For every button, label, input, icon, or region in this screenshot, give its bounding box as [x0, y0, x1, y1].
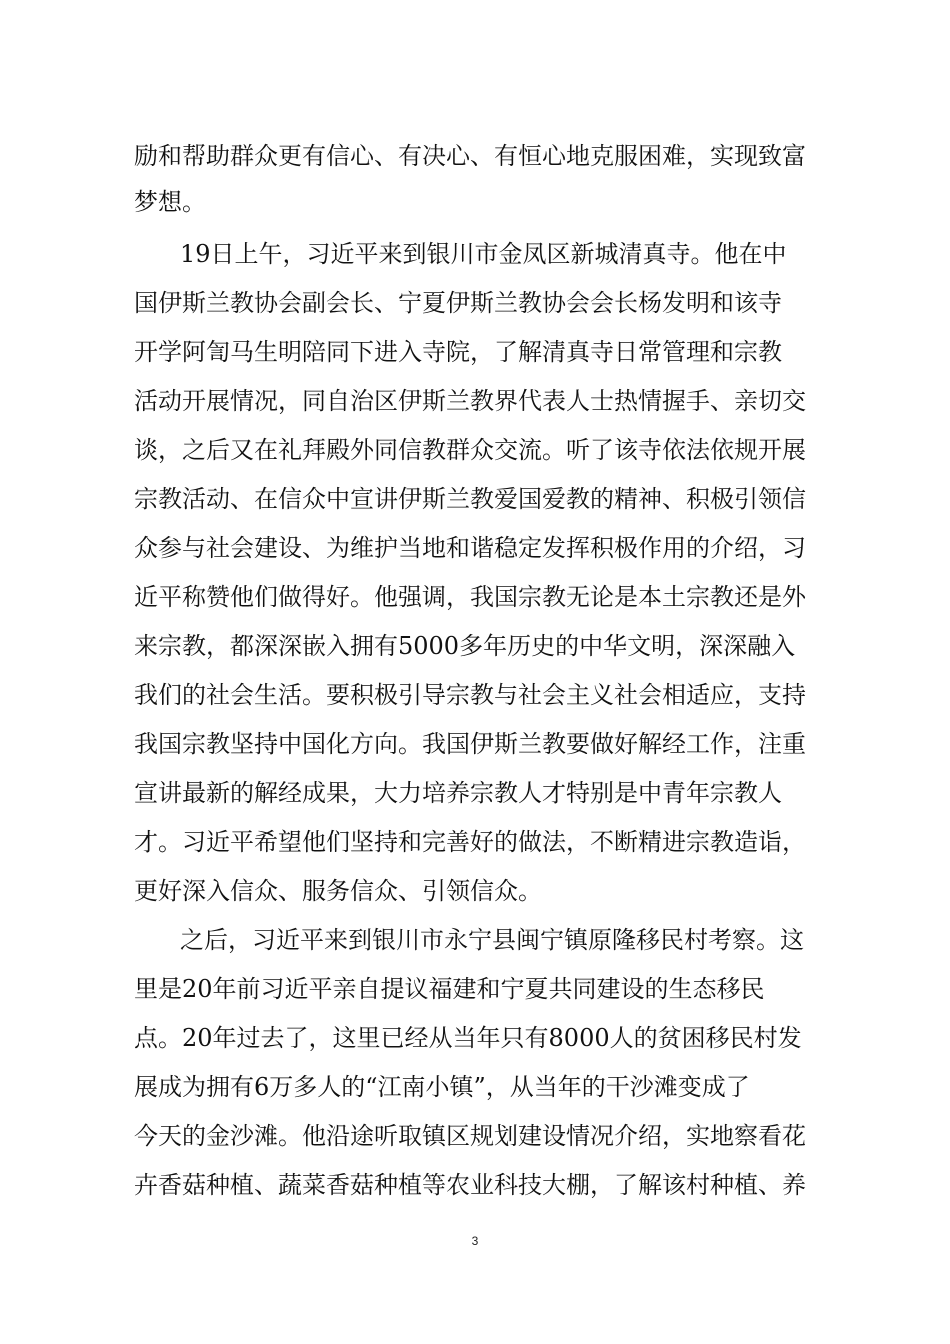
- text-line: 更好深入信众、服务信众、引领信众。: [134, 877, 542, 905]
- text-line: 近平称赞他们做得好。他强调，我国宗教无论是本土宗教还是外: [134, 583, 806, 611]
- text-line: 宗教活动、在信众中宣讲伊斯兰教爱国爱教的精神、积极引领信: [134, 485, 806, 513]
- text-line: 今天的金沙滩。他沿途听取镇区规划建设情况介绍，实地察看花: [134, 1122, 806, 1150]
- text-line: 我们的社会生活。要积极引导宗教与社会主义社会相适应，支持: [134, 681, 806, 709]
- text-line: 我国宗教坚持中国化方向。我国伊斯兰教要做好解经工作，注重: [134, 730, 806, 758]
- text-line: 点。20年过去了，这里已经从当年只有8000人的贫困移民村发: [134, 1024, 802, 1052]
- text-line: 里是20年前习近平亲自提议福建和宁夏共同建设的生态移民: [134, 975, 765, 1003]
- text-line: 才。习近平希望他们坚持和完善好的做法，不断精进宗教造诣，: [134, 828, 806, 856]
- text-line: 励和帮助群众更有信心、有决心、有恒心地克服困难，实现致富: [134, 142, 806, 170]
- text-line: 梦想。: [134, 188, 206, 216]
- text-line: 活动开展情况，同自治区伊斯兰教界代表人士热情握手、亲切交: [134, 387, 806, 415]
- text-line: 卉香菇种植、蔬菜香菇种植等农业科技大棚，了解该村种植、养: [134, 1171, 806, 1199]
- text-line: 国伊斯兰教协会副会长、宁夏伊斯兰教协会会长杨发明和该寺: [134, 289, 782, 317]
- text-line: 谈，之后又在礼拜殿外同信教群众交流。听了该寺依法依规开展: [134, 436, 806, 464]
- text-line: 之后，习近平来到银川市永宁县闽宁镇原隆移民村考察。这: [180, 926, 804, 954]
- text-line: 开学阿訇马生明陪同下进入寺院，了解清真寺日常管理和宗教: [134, 338, 782, 366]
- text-line: 宣讲最新的解经成果，大力培养宗教人才特别是中青年宗教人: [134, 779, 782, 807]
- text-line: 来宗教，都深深嵌入拥有5000多年历史的中华文明，深深融入: [134, 632, 796, 660]
- page-number: 3: [471, 1234, 479, 1248]
- text-line: 19日上午，习近平来到银川市金凤区新城清真寺。他在中: [180, 240, 787, 268]
- text-line: 众参与社会建设、为维护当地和谐稳定发挥积极作用的介绍，习: [134, 534, 806, 562]
- text-line: 展成为拥有6万多人的“江南小镇”，从当年的干沙滩变成了: [134, 1073, 750, 1101]
